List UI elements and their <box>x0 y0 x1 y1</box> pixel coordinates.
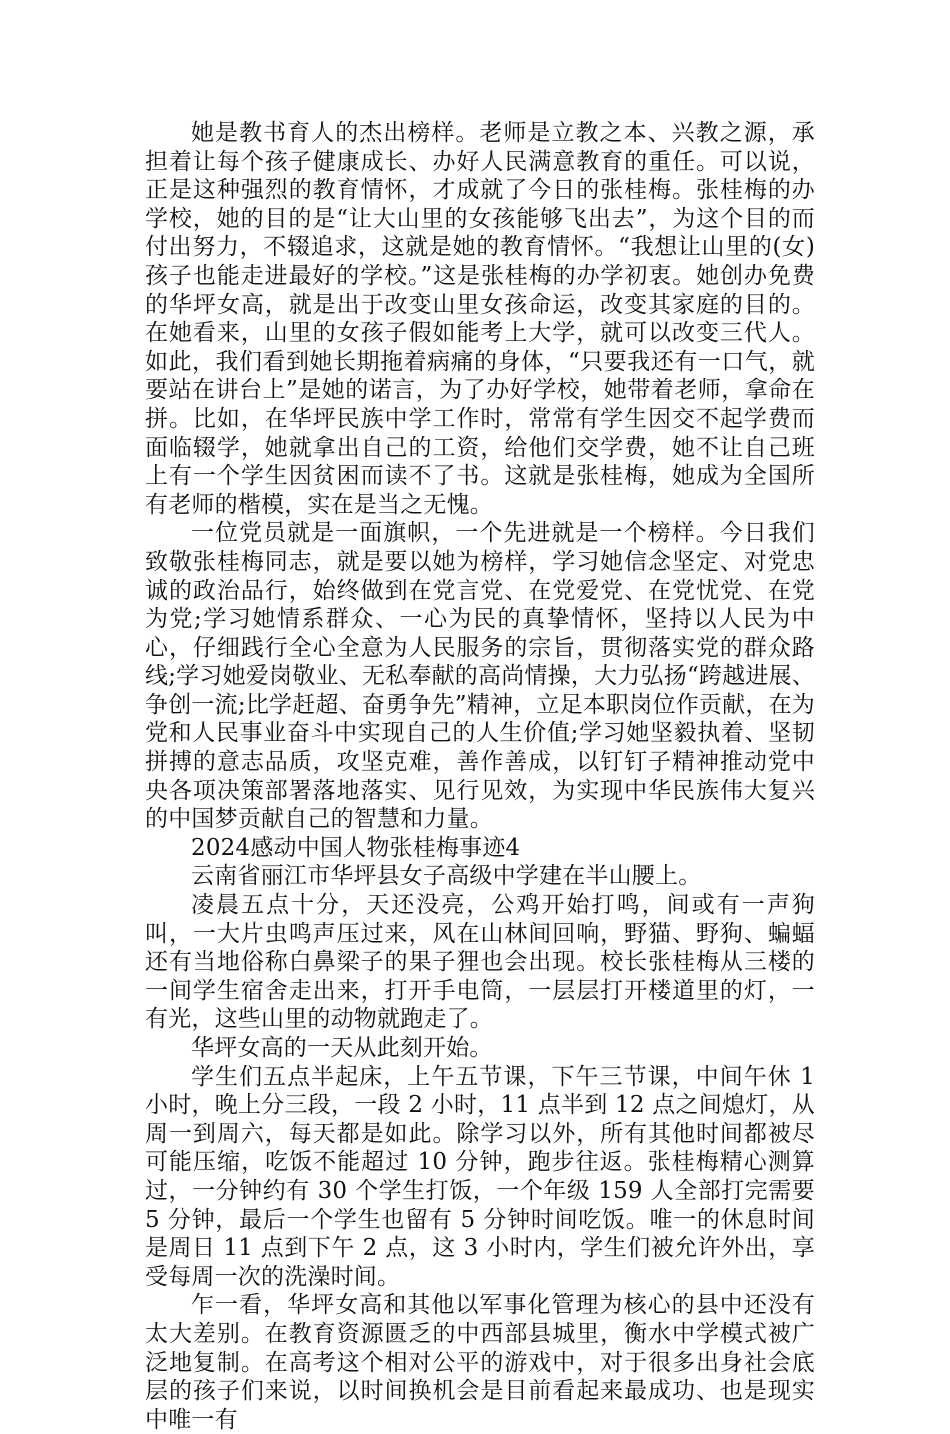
document-body <box>145 119 815 1434</box>
paragraph-school-location: 云南省丽江市华坪县女子高级中学建在半山腰上。 <box>191 863 702 890</box>
paragraph-comparison: 乍一看，华坪女高和其他以军事化管理为核心的县中还没有太大差别。在教育资源匮乏的中西部县城里，衡水中学模式被广泛地复制。在高考这个相对公平的游戏中，对于很多出身社会底层的孩子们来说，以时间换机会是目前看起来最成功、也是现实中唯一有 <box>145 1292 815 1433</box>
section-heading: 2024感动中国人物张桂梅事迹4 <box>191 834 521 861</box>
paragraph-day-begins: 华坪女高的一天从此刻开始。 <box>191 1035 493 1061</box>
paragraph-schedule: 学生们五点半起床，上午五节课，下午三节课，中间午休 1 小时，晚上分三段，一段 2 小时，11 点半到 12 点之间熄灯，从周一到周六，每天都是如此。除学习以外，所有其他时间都被尽可能压缩，吃饭不能超过 10 分钟，跑步往返。张桂梅精心测算过，一分钟约有 30 个学生打饭，一个年级 159 人全部打完需要 5 分钟，最后一个学生也留有 5 分钟时间吃饭。唯一的休息时间是周日 11 点到下午 2 点，这 3 小时内，学生们被允许外出，享受每周一次的洗澡时间。 <box>145 1063 815 1290</box>
paragraph-party-member: 一位党员就是一面旗帜，一个先进就是一个榜样。今日我们致敬张桂梅同志，就是要以她为榜样，学习她信念坚定、对党忠诚的政治品行，始终做到在党言党、在党爱党、在党忧党、在党为党;学习她情系群众、一心为民的真挚情怀，坚持以人民为中心，仔细践行全心全意为人民服务的宗旨，贯彻落实党的群众路线;学习她爱岗敬业、无私奉献的高尚情操，大力弘扬“跨越进展、争创一流;比学赶超、奋勇争先”精神，立足本职岗位作贡献，在为党和人民事业奋斗中实现自己的人生价值;学习她坚毅执着、坚韧拼搏的意志品质，攻坚克难，善作善成，以钉钉子精神推动党中央各项决策部署落地落实、见行见效，为实现中华民族伟大复兴的中国梦贡献自己的智慧和力量。 <box>145 520 815 833</box>
paragraph-early-morning: 凌晨五点十分，天还没亮，公鸡开始打鸣，间或有一声狗叫，一大片虫鸣声压过来，风在山林间回响，野猫、野狗、蝙蝠还有当地俗称白鼻梁子的果子狸也会出现。校长张桂梅从三楼的一间学生宿舍走出来，打开手电筒，一层层打开楼道里的灯，一有光，这些山里的动物就跑走了。 <box>145 892 815 1033</box>
paragraph-role-model: 她是教书育人的杰出榜样。老师是立教之本、兴教之源，承担着让每个孩子健康成长、办好人民满意教育的重任。可以说，正是这种强烈的教育情怀，才成就了今日的张桂梅。张桂梅的办学校，她的目的是“让大山里的女孩能够飞出去”，为这个目的而付出努力，不辍追求，这就是她的教育情怀。“我想让山里的(女)孩子也能走进最好的学校。”这是张桂梅的办学初衷。她创办免费的华坪女高，就是出于改变山里女孩命运，改变其家庭的目的。在她看来，山里的女孩子假如能考上大学，就可以改变三代人。如此，我们看到她长期拖着病痛的身体，“只要我还有一口气，就要站在讲台上”是她的诺言，为了办好学校，她带着老师，拿命在拼。比如，在华坪民族中学工作时，常常有学生因交不起学费而面临辍学，她就拿出自己的工资，给他们交学费，她不让自己班上有一个学生因贫困而读不了书。这就是张桂梅，她成为全国所有老师的楷模，实在是当之无愧。 <box>145 120 815 518</box>
